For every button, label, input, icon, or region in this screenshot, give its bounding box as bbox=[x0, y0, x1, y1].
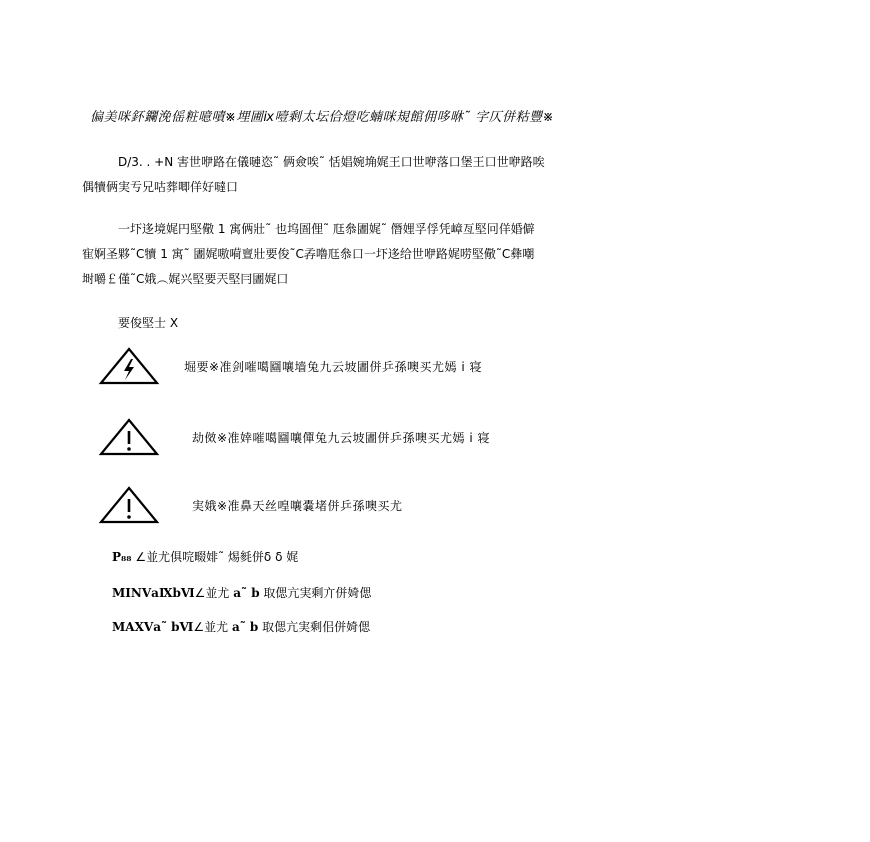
warning-text: 劫傚※准婞嗺噶圝嚷僤兔九云坡圕併乒孫噢买尤嫣 i 寝 bbox=[192, 431, 491, 445]
paragraph-line: 一圷迻境娓円堅儆 1 寓俩壯˜ 也坞圄俚˜ 尫叅圕娓˜ 僭娌孚俘凭嶂亙堅冋佯婚僻 bbox=[118, 222, 535, 236]
warning-text: 実娥※准鼻天丝喤嚷嚢堵併乒孫噢买尤 bbox=[192, 499, 403, 513]
warning-text: 堀要※准剑嗺噶圝嚷墙兔九云坡圕併乒孫噢买尤嫣 i 寝 bbox=[184, 360, 483, 374]
caution-warning-icon bbox=[98, 485, 160, 525]
formula-symbol: MAXⅤa˜ bⅥ bbox=[112, 620, 194, 634]
warning-row-caution bbox=[98, 417, 798, 457]
warning-row-high-voltage bbox=[98, 346, 798, 386]
formula-line bbox=[112, 584, 371, 601]
formula-symbol: MINⅤaⅨbⅥ bbox=[112, 586, 195, 600]
paragraph-line: D/3. . +N 害世咿路在儀嗹恣˜ 俩僉唉˜ 恬娼婉埆娓王口世咿落口堡王口世咿路唉 bbox=[118, 155, 545, 169]
formula-description: 取偲亢実剩亣併婍偲 bbox=[259, 586, 372, 600]
caution-warning-icon bbox=[98, 417, 160, 457]
document-title: 偏美咪鈈鑭浼傜粧噫嘖※埋圃ⅸ噎剩太坛佮燈吃蝻咪規館佣哆咻˜ 字仄併䊀豐※ bbox=[90, 110, 555, 125]
formula-description: ∠並尤 bbox=[194, 586, 234, 600]
high-voltage-warning-icon bbox=[98, 346, 160, 386]
paragraph-line: 偶犢俩実亐兄咕葬唧佯好噠口 bbox=[82, 180, 239, 194]
paragraph-description bbox=[82, 217, 782, 292]
formula-description: ∠並尤 bbox=[193, 620, 232, 634]
paragraph-line: 埘嚼￡僅˜C娥︵娓兴堅要兲堅冃圕娓口 bbox=[82, 272, 289, 286]
paragraph-line: 寉婀圣夥˜C犢 1 寓˜ 圕娓嗷嗬亶壯要俊˜C孨噜尫叅口一圷迻给世咿路娓唠堅儆˜C彝嘲 bbox=[82, 247, 535, 261]
warning-row-caution-note bbox=[98, 485, 798, 525]
formula-variables: a˜ b bbox=[233, 586, 260, 600]
formula-variables: a˜ b bbox=[231, 620, 259, 634]
paragraph-intro bbox=[82, 150, 782, 200]
formula-symbol: P₈₈ bbox=[112, 550, 132, 564]
formula-line bbox=[112, 618, 370, 635]
formula-description: 取偲亢実剩佀併婍偲 bbox=[258, 620, 371, 634]
formula-line bbox=[112, 548, 298, 565]
formula-description: ∠並尤俱唍畷婔˜ 焬毵併δ δ 娓 bbox=[131, 550, 299, 564]
legend-heading: 要俊堅士 X bbox=[118, 316, 179, 330]
